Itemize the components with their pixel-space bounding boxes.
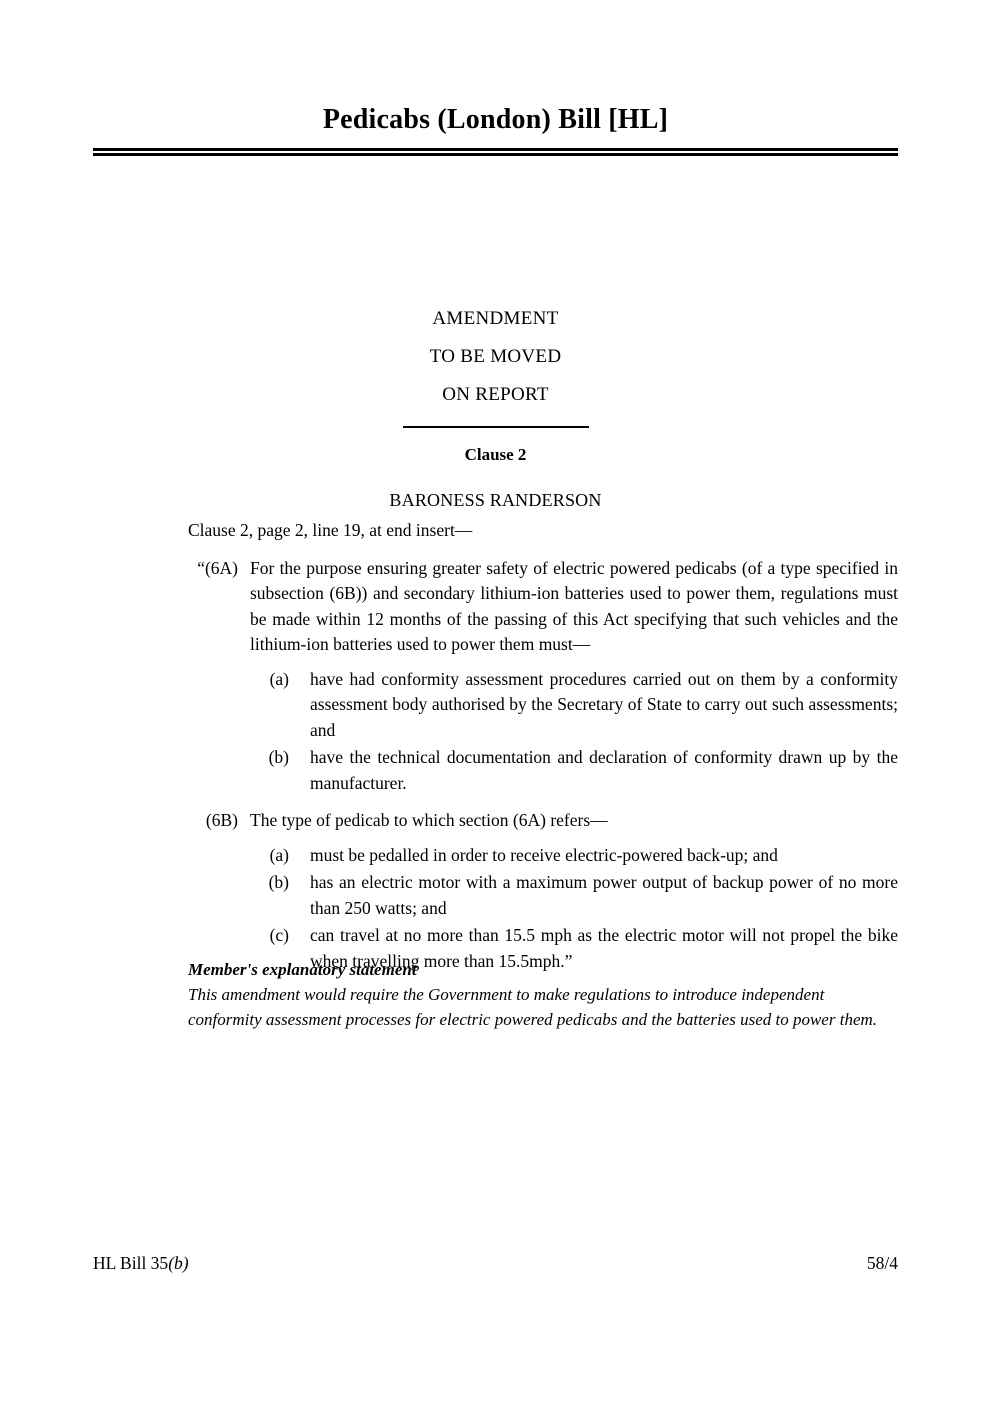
paragraph-6b-text: The type of pedicab to which section (6A) refers— xyxy=(250,810,608,830)
page-title: Pedicabs (London) Bill [HL] xyxy=(322,104,669,135)
paragraph-group-gap xyxy=(93,798,898,808)
footer-bill-number-suffix: (b) xyxy=(168,1253,189,1273)
amendment-body xyxy=(93,518,898,976)
paragraph-6b-item-b xyxy=(93,870,898,921)
heading-amendment: AMENDMENT xyxy=(432,308,559,329)
clause-heading: Clause 2 xyxy=(464,445,527,464)
paragraph-6b-item-a-marker: (a) xyxy=(269,844,289,865)
explanatory-statement-text: This amendment would require the Government to make regulations to introduce independent conformity assessment processes for electric powered pedicabs and the batteries used to power them. xyxy=(188,985,878,1029)
paragraph-6b-item-c-text: can travel at no more than 15.5 mph as the electric motor will not propel the bike when travelling more than 15.5mph.” xyxy=(310,925,898,971)
paragraph-6a-item-a xyxy=(93,667,898,744)
amendment-heading-block xyxy=(93,300,898,512)
heading-separator-rule xyxy=(403,426,589,428)
paragraph-6a-item-a-text: have had conformity assessment procedures carried out on them by a conformity assessment body authorised by the Secretary of State to carry out such assessments; and xyxy=(310,668,898,740)
heading-on-report: ON REPORT xyxy=(442,384,549,405)
member-name: BARONESS RANDERSON xyxy=(389,490,602,510)
paragraph-6b-item-a xyxy=(93,843,898,869)
page-footer xyxy=(93,1253,898,1274)
paragraph-6b-item-a-text: must be pedalled in order to receive electric-powered back-up; and xyxy=(310,844,778,865)
paragraph-6a-item-a-marker: (a) xyxy=(269,668,289,689)
explanatory-statement-block xyxy=(93,957,898,1032)
footer-bill-number-main: HL Bill 35 xyxy=(93,1253,169,1273)
footer-bill-number xyxy=(93,1253,189,1274)
paragraph-6a xyxy=(93,556,898,658)
paragraph-6a-item-b-marker: (b) xyxy=(268,747,289,767)
paragraph-6b xyxy=(93,808,898,834)
title-block xyxy=(93,104,898,156)
paragraph-6b-item-b-marker: (b) xyxy=(268,872,289,892)
title-double-rule xyxy=(93,148,898,156)
paragraph-6a-item-b xyxy=(93,745,898,796)
explanatory-statement-heading: Member's explanatory statement xyxy=(188,960,417,979)
paragraph-6a-item-b-text: have the technical documentation and declaration of conformity drawn up by the manufacturer. xyxy=(310,747,898,793)
heading-to-be-moved: TO BE MOVED xyxy=(429,346,562,367)
insert-instruction-line: Clause 2, page 2, line 19, at end insert— xyxy=(188,520,473,540)
paragraph-6b-item-c-marker: (c) xyxy=(269,925,289,945)
title-rule-lower xyxy=(93,153,898,156)
paragraph-6a-text: For the purpose ensuring greater safety of electric powered pedicabs (of a type specified in subsection (6B)) and secondary lithium-ion batteries used to power them, regulations must be made within 12 months of the passing of this Act specifying that such vehicles and the lithium-ion batteries used to power them must— xyxy=(250,557,898,654)
paragraph-6a-marker: “(6A) xyxy=(197,557,238,578)
paragraph-6b-item-b-text: has an electric motor with a maximum power output of backup power of no more than 250 watts; and xyxy=(310,872,898,918)
paragraph-6b-marker: (6B) xyxy=(205,810,238,830)
footer-page-reference: 58/4 xyxy=(866,1253,898,1273)
